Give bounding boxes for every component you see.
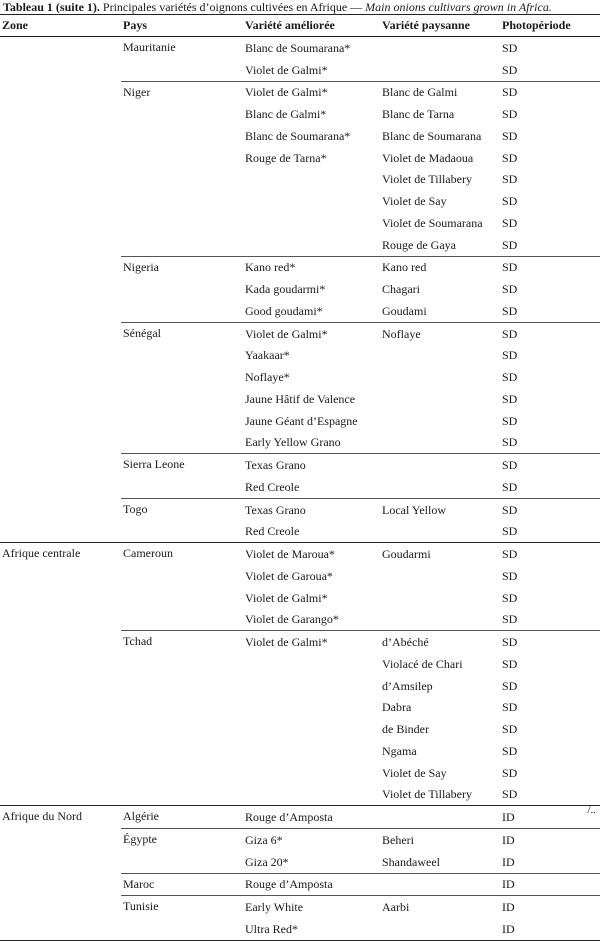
table-row [0,103,600,125]
cell-photo: SD [502,590,518,605]
cell-paysanne: Aarbi [380,896,500,918]
continuation-mark: /.. [587,804,596,816]
cell-ameli: Violet de Galmi* [243,322,380,344]
cell-pays [121,212,243,234]
cell-zone [0,631,121,653]
cell-paysanne: Noflaye [380,322,500,344]
table-header-row [0,15,600,37]
cell-photo: SD [502,128,518,143]
cell-zone [0,345,121,367]
cell-zone [0,873,121,896]
cell-photo: SD [502,678,518,693]
table-row [0,631,600,653]
cell-pays [121,762,243,784]
cell-ameli: Rouge de Tarna* [245,150,327,165]
table-row [0,565,600,587]
cell-zone [0,59,121,81]
cell-photo: SD [500,322,600,344]
cell-photo: SD [502,524,518,539]
cell-zone [0,103,121,125]
cell-pays [121,388,243,410]
cell-ameli: Kada goudarmi* [245,282,326,297]
cell-pays [121,718,243,740]
table-row [0,345,600,367]
cell-zone [0,675,121,697]
cell-zone [0,918,121,940]
caption-french: Principales variétés d’oignons cultivées en Afrique — [99,0,366,14]
table-row [0,543,600,565]
cell-ameli: Ultra Red* [243,918,380,940]
cell-ameli: Red Creole [245,524,300,539]
cell-zone [0,762,121,784]
cell-photo: SD [502,765,518,780]
cell-paysanne: de Binder [382,722,429,737]
cell-photo: SD [502,435,518,450]
cell-ameli: Early White [243,896,380,918]
cell-ameli: Violet de Garoua* [245,568,333,583]
cell-photo: SD [502,194,518,209]
cell-ameli: Rouge d’Amposta [243,806,380,829]
table-row [0,896,600,918]
table-row [0,587,600,609]
cell-pays [121,345,243,367]
cell-zone: Afrique centrale [0,543,121,565]
table-row [0,829,600,851]
cell-pays: Nigeria [121,256,243,278]
cell-photo: SD [500,543,600,565]
cell-zone [0,896,121,918]
cell-photo: ID [500,873,600,896]
cell-paysanne: Blanc de Soumarana [382,128,482,143]
cell-pays [121,521,243,543]
cell-pays: Algérie [121,806,243,829]
header-pays: Pays [121,15,243,37]
cell-photo: SD [500,37,600,59]
cell-pays [121,587,243,609]
cell-paysanne [380,806,500,829]
cell-zone [0,498,121,520]
cell-photo: ID [500,896,600,918]
cell-paysanne: Violet de Tillabery [382,787,472,802]
cell-paysanne [380,587,500,609]
cell-zone [0,256,121,278]
cell-pays [121,609,243,631]
table-row [0,37,600,59]
table-row [0,410,600,432]
cell-paysanne: d’Amsilep [382,678,433,693]
cell-ameli: Texas Grano [243,498,380,520]
table-row [0,521,600,543]
cell-photo: SD [502,743,518,758]
table-row [0,432,600,454]
cell-paysanne: Violet de Madaoua [382,150,474,165]
cell-zone [0,432,121,454]
cell-photo: ID [502,854,515,869]
cell-photo: SD [502,62,518,77]
header-variete-amelioree: Variété améliorée [243,15,380,37]
table-row [0,147,600,169]
cell-ameli: Blanc de Galmi* [245,107,327,122]
cell-paysanne: Beheri [380,829,500,851]
table-row [0,454,600,476]
cell-zone [0,454,121,476]
cell-paysanne: Goudami [382,303,427,318]
table-row [0,278,600,300]
cell-ameli: Blanc de Soumarana* [245,128,351,143]
cell-zone [0,718,121,740]
cell-pays: Maroc [121,873,243,896]
cell-photo: SD [502,107,518,122]
cell-photo: SD [502,612,518,627]
cell-zone [0,234,121,256]
cell-ameli: Blanc de Soumarana* [243,37,380,59]
cell-zone [0,410,121,432]
cell-paysanne: Goudarmi [380,543,500,565]
cell-photo: SD [502,215,518,230]
cell-zone [0,278,121,300]
cell-paysanne [380,454,500,476]
cell-zone [0,587,121,609]
cell-pays: Sénégal [121,322,243,344]
cell-pays [121,697,243,719]
cell-ameli [243,675,380,697]
cell-zone [0,190,121,212]
cell-zone [0,37,121,59]
cell-paysanne [380,476,500,498]
cell-paysanne [380,59,500,81]
cell-photo: SD [502,722,518,737]
table-row [0,653,600,675]
table-row [0,322,600,344]
cell-ameli [243,234,380,256]
cell-pays [121,675,243,697]
table-row [0,675,600,697]
table-row [0,476,600,498]
table-row [0,256,600,278]
cell-ameli [243,762,380,784]
cell-photo: SD [502,700,518,715]
cell-paysanne: Local Yellow [380,498,500,520]
cell-pays [121,59,243,81]
cell-photo: SD [502,237,518,252]
cell-ameli [243,697,380,719]
table-row [0,212,600,234]
cell-ameli: Giza 20* [245,854,289,869]
caption-label: Tableau 1 (suite 1). [3,0,100,14]
cell-pays [121,278,243,300]
cell-photo: ID [500,918,600,940]
cell-zone [0,697,121,719]
cell-paysanne: Dabra [382,700,412,715]
cell-pays [121,740,243,762]
cell-paysanne [380,565,500,587]
cell-pays: Niger [121,81,243,103]
table-row [0,851,600,873]
cell-pays [121,476,243,498]
table-row [0,190,600,212]
cell-photo: SD [500,81,600,103]
cell-pays [121,169,243,191]
cell-pays: Tunisie [121,896,243,918]
cell-ameli: Good goudami* [245,303,323,318]
cell-ameli: Rouge d’Amposta [243,873,380,896]
cell-photo: SD [502,413,518,428]
cell-pays [121,851,243,873]
cell-ameli: Violet de Galmi* [245,590,328,605]
table-row [0,498,600,520]
cell-ameli: Violet de Maroua* [243,543,380,565]
cell-zone [0,81,121,103]
cell-photo: SD [502,568,518,583]
cell-zone [0,784,121,806]
cell-paysanne: Blanc de Galmi [380,81,500,103]
table-row [0,300,600,322]
cell-photo: SD [502,150,518,165]
table-row [0,388,600,410]
cell-paysanne [380,918,500,940]
cell-paysanne [380,37,500,59]
cell-zone [0,212,121,234]
cell-ameli [243,212,380,234]
cell-paysanne [380,521,500,543]
cell-photo: SD [502,479,518,494]
header-variete-paysanne: Variété paysanne [380,15,500,37]
cell-paysanne: Violet de Tillabery [382,172,472,187]
cell-photo: SD [500,256,600,278]
cell-photo: SD [502,303,518,318]
cell-zone [0,829,121,851]
cell-zone: Afrique du Nord [0,806,121,829]
cell-zone [0,565,121,587]
cell-paysanne: Chagari [382,282,420,297]
cell-ameli: Jaune Hâtif de Valence [245,391,356,406]
cell-photo: SD [502,391,518,406]
cell-paysanne: Kano red [380,256,500,278]
cell-pays [121,653,243,675]
cell-pays: Sierra Leone [121,454,243,476]
cell-pays [121,300,243,322]
table-row [0,697,600,719]
cell-photo: SD [500,631,600,653]
cell-zone [0,851,121,873]
table-row [0,918,600,940]
cell-paysanne [380,609,500,631]
cell-zone [0,388,121,410]
cell-pays [121,366,243,388]
cell-ameli [243,653,380,675]
cell-pays [121,234,243,256]
cell-paysanne: d’Abéché [380,631,500,653]
cell-zone [0,740,121,762]
cell-paysanne: Violet de Say [382,194,447,209]
table-row [0,873,600,896]
cell-paysanne: Violacé de Chari [382,656,463,671]
cell-pays [121,190,243,212]
cell-zone [0,300,121,322]
table-row [0,784,600,806]
cell-pays [121,147,243,169]
cell-paysanne [380,873,500,896]
cell-paysanne: Rouge de Gaya [382,237,456,252]
table-row [0,740,600,762]
cell-ameli: Violet de Galmi* [243,81,380,103]
cell-pays [121,125,243,147]
cell-zone [0,609,121,631]
cell-ameli: Violet de Galmi* [243,631,380,653]
cell-ameli: Jaune Géant d’Espagne [245,413,358,428]
cell-zone [0,366,121,388]
cell-photo: SD [500,498,600,520]
table-row [0,806,600,829]
cell-zone [0,169,121,191]
cell-pays: Égypte [121,829,243,851]
cell-ameli [243,169,380,191]
cell-zone [0,653,121,675]
cell-photo: SD [502,787,518,802]
cell-ameli: Violet de Galmi* [245,62,328,77]
cell-ameli [243,190,380,212]
cell-pays: Tchad [121,631,243,653]
table-row [0,81,600,103]
cell-paysanne [380,388,500,410]
table-row [0,366,600,388]
cell-photo: SD [502,370,518,385]
table-row [0,609,600,631]
cell-paysanne: Shandaweel [382,854,440,869]
cell-ameli: Kano red* [243,256,380,278]
table-row [0,762,600,784]
cell-paysanne [380,432,500,454]
cell-pays: Cameroun [121,543,243,565]
cell-ameli [243,784,380,806]
cell-paysanne: Ngama [382,743,417,758]
table-row [0,125,600,147]
cell-photo: SD [502,172,518,187]
cell-ameli: Red Creole [245,479,300,494]
cell-zone [0,521,121,543]
table-caption [3,0,597,14]
cell-paysanne [380,410,500,432]
cell-photo: SD [502,656,518,671]
cell-photo: SD [500,454,600,476]
cell-pays [121,103,243,125]
cell-ameli: Giza 6* [243,829,380,851]
caption-english: Main onions cultivars grown in Africa. [365,0,552,14]
cell-zone [0,476,121,498]
cell-photo: SD [502,348,518,363]
table-row [0,234,600,256]
cell-zone [0,322,121,344]
table-row [0,59,600,81]
cell-ameli: Yaakaar* [245,348,290,363]
cell-pays: Togo [121,498,243,520]
cell-ameli: Violet de Garango* [245,612,339,627]
cell-paysanne: Violet de Say [382,765,447,780]
cell-paysanne [380,366,500,388]
cell-paysanne: Blanc de Tarna [382,107,455,122]
cell-photo: SD [502,282,518,297]
cell-pays [121,565,243,587]
cell-paysanne [380,345,500,367]
cell-pays [121,432,243,454]
cell-ameli: Noflaye* [245,370,290,385]
cell-pays [121,918,243,940]
cell-photo: ID [500,806,600,829]
cell-pays: Mauritanie [121,37,243,59]
cell-pays [121,784,243,806]
table-row [0,169,600,191]
cell-ameli [243,740,380,762]
cell-pays [121,410,243,432]
header-zone: Zone [0,15,121,37]
cell-ameli: Early Yellow Grano [245,435,341,450]
cell-paysanne: Violet de Soumarana [382,215,483,230]
cell-zone [0,125,121,147]
cell-photo: ID [500,829,600,851]
cell-ameli: Texas Grano [243,454,380,476]
header-photoperiode: Photopériode [500,15,600,37]
table-row [0,718,600,740]
onion-varieties-table [0,14,600,941]
cell-ameli [243,718,380,740]
cell-zone [0,147,121,169]
